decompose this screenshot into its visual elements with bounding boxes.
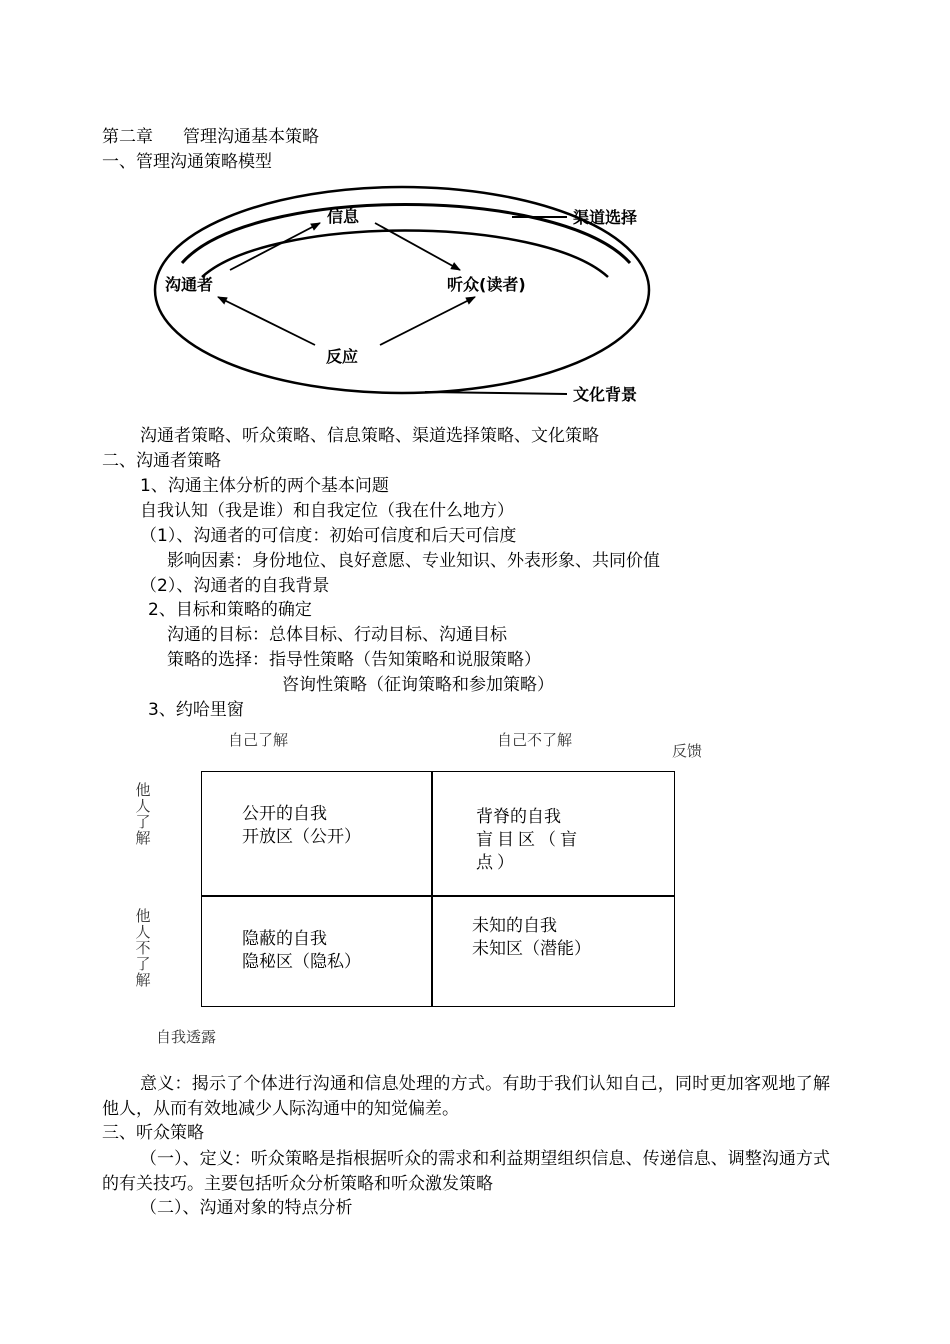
open-line-2: 开放区（公开） <box>242 827 361 847</box>
arrow-communicator-to-info <box>230 223 320 270</box>
johari-col-known: 自己了解 <box>228 731 289 749</box>
hidden-line-2: 隐秘区（隐私） <box>242 952 361 972</box>
johari-col-unknown: 自己不了解 <box>497 731 573 749</box>
chapter-title <box>102 126 319 148</box>
johari-unknown-cell <box>472 915 591 961</box>
arrow-feedback-to-communicator <box>218 297 315 345</box>
s2-p1: 1、沟通主体分析的两个基本问题 <box>140 476 389 496</box>
johari-feedback: 反馈 <box>672 742 703 760</box>
s2-p10: 3、约哈里窗 <box>148 700 244 720</box>
strategy-model-diagram <box>140 175 670 415</box>
info-label: 信息 <box>326 207 360 226</box>
unknown-line-2: 未知区（潜能） <box>472 939 591 959</box>
audience-label: 听众(读者) <box>447 275 526 294</box>
chapter-number: 第二章 <box>102 127 153 147</box>
arrow-feedback-to-audience <box>380 297 475 345</box>
culture-label: 文化背景 <box>573 385 638 404</box>
s2-p9: 咨询性策略（征询策略和参加策略） <box>282 675 554 695</box>
johari-hidden-cell <box>242 928 361 974</box>
s2-p7: 沟通的目标：总体目标、行动目标、沟通目标 <box>167 625 507 645</box>
strategy-summary: 沟通者策略、听众策略、信息策略、渠道选择策略、文化策略 <box>140 426 599 446</box>
s2-p8: 策略的选择：指导性策略（告知策略和说服策略） <box>167 650 541 670</box>
section-3-heading: 三、听众策略 <box>102 1123 204 1143</box>
johari-disclosure: 自我透露 <box>156 1028 217 1046</box>
s2-p3: （1）、沟通者的可信度：初始可信度和后天可信度 <box>140 526 517 546</box>
johari-blind-cell <box>476 806 611 875</box>
open-line-1: 公开的自我 <box>242 804 327 824</box>
johari-row-unknown: 他人不了解 <box>135 907 151 989</box>
culture-pointer <box>425 392 567 394</box>
blind-line-2: 盲目区（盲点） <box>476 830 581 873</box>
s3-p1: （一）、定义：听众策略是指根据听众的需求和利益期望组织信息、传递信息、调整沟通方式的有关技巧。主要包括听众分析策略和听众激发策略 <box>102 1149 830 1194</box>
johari-row-known: 他人了解 <box>135 781 151 847</box>
chapter-name: 管理沟通基本策略 <box>183 127 319 147</box>
hidden-line-1: 隐蔽的自我 <box>242 929 327 949</box>
s2-p6: 2、目标和策略的确定 <box>148 600 312 620</box>
johari-grid-hline <box>202 895 674 897</box>
johari-meaning: 意义：揭示了个体进行沟通和信息处理的方式。有助于我们认知自己，同时更加客观地了解他人，从而有效地减少人际沟通中的知觉偏差。 <box>102 1074 830 1119</box>
johari-open-cell <box>242 803 361 849</box>
blind-line-1: 背脊的自我 <box>476 807 561 827</box>
s2-p2: 自我认知（我是谁）和自我定位（我在什么地方） <box>140 501 514 521</box>
unknown-line-1: 未知的自我 <box>472 916 557 936</box>
s3-p2: （二）、沟通对象的特点分析 <box>140 1198 353 1218</box>
s2-p4: 影响因素：身份地位、良好意愿、专业知识、外表形象、共同价值 <box>167 551 660 571</box>
s2-p5: （2）、沟通者的自我背景 <box>140 576 330 596</box>
channel-arc-outer <box>182 205 630 264</box>
section-2-heading: 二、沟通者策略 <box>102 451 221 471</box>
johari-grid-vline <box>431 772 433 1006</box>
section-1-heading: 一、管理沟通策略模型 <box>102 152 272 172</box>
communicator-label: 沟通者 <box>165 275 214 294</box>
channel-label: 渠道选择 <box>573 208 638 227</box>
feedback-label: 反应 <box>325 347 359 366</box>
